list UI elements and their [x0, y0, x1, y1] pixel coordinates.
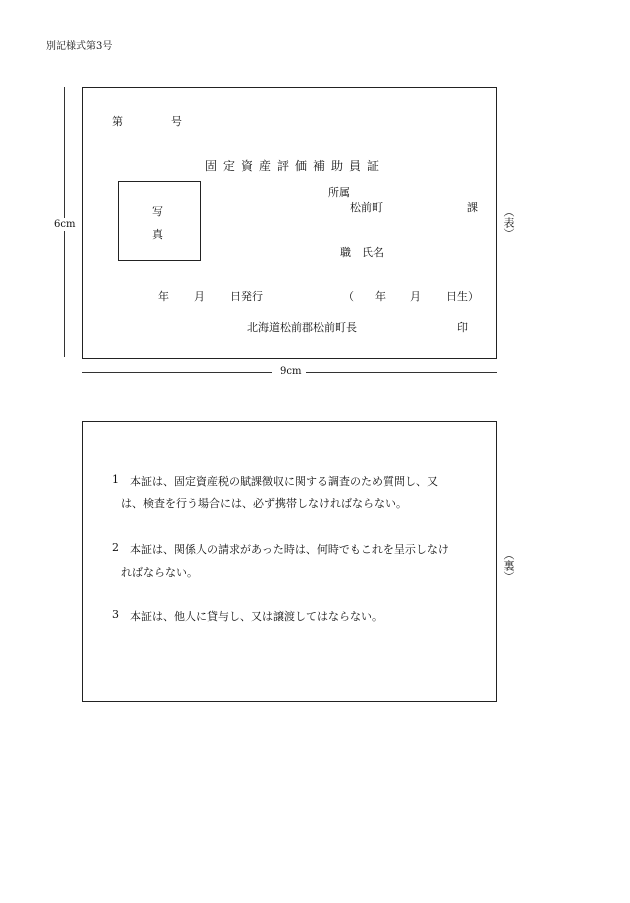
- rule-2-line-2: ればならない。: [121, 566, 198, 579]
- affiliation-label: 所属: [328, 186, 350, 199]
- rule-1-line-1: 本証は、固定資産税の賦課徴収に関する調査のため質問し、又: [130, 475, 438, 488]
- back-side-label: （裏）: [502, 549, 515, 582]
- number-prefix: 第: [112, 115, 123, 128]
- number-suffix: 号: [171, 115, 182, 128]
- front-side-label: （表）: [502, 206, 515, 239]
- section-label: 課: [467, 201, 478, 214]
- birth-open-paren: （: [343, 290, 354, 303]
- photo-label-bottom: 真: [152, 228, 163, 241]
- rule-1-line-2: は、検査を行う場合には、必ず携帯しなければならない。: [121, 497, 407, 510]
- form-label: 別記様式第3号: [46, 41, 113, 52]
- width-dimension-line-left: [82, 372, 272, 373]
- rule-3-number: 3: [112, 608, 119, 621]
- issuer: 北海道松前郡松前町長: [247, 321, 357, 334]
- width-dimension-label: 9cm: [280, 366, 302, 377]
- town-name: 松前町: [350, 201, 383, 214]
- width-dimension-line-right: [306, 372, 497, 373]
- rule-1-number: 1: [112, 473, 119, 486]
- photo-label-top: 写: [152, 205, 163, 218]
- card-front: [82, 87, 497, 359]
- card-back: [82, 421, 497, 702]
- rule-3-line-1: 本証は、他人に貸与し、又は譲渡してはならない。: [130, 610, 383, 623]
- card-title: 固定資産評価補助員証: [205, 159, 386, 173]
- issue-day: 日発行: [230, 290, 263, 303]
- seal-label: 印: [457, 321, 468, 334]
- height-dimension-label: 6cm: [54, 219, 76, 230]
- issue-month: 月: [194, 290, 205, 303]
- rule-2-line-1: 本証は、関係人の請求があった時は、何時でもこれを呈示しなけ: [130, 543, 449, 556]
- photo-box: [118, 181, 201, 261]
- issue-year: 年: [158, 290, 169, 303]
- birth-day: 日生）: [446, 290, 479, 303]
- birth-year: 年: [375, 290, 386, 303]
- birth-month: 月: [410, 290, 421, 303]
- position-name-label: 職 氏名: [340, 246, 384, 259]
- rule-2-number: 2: [112, 541, 119, 554]
